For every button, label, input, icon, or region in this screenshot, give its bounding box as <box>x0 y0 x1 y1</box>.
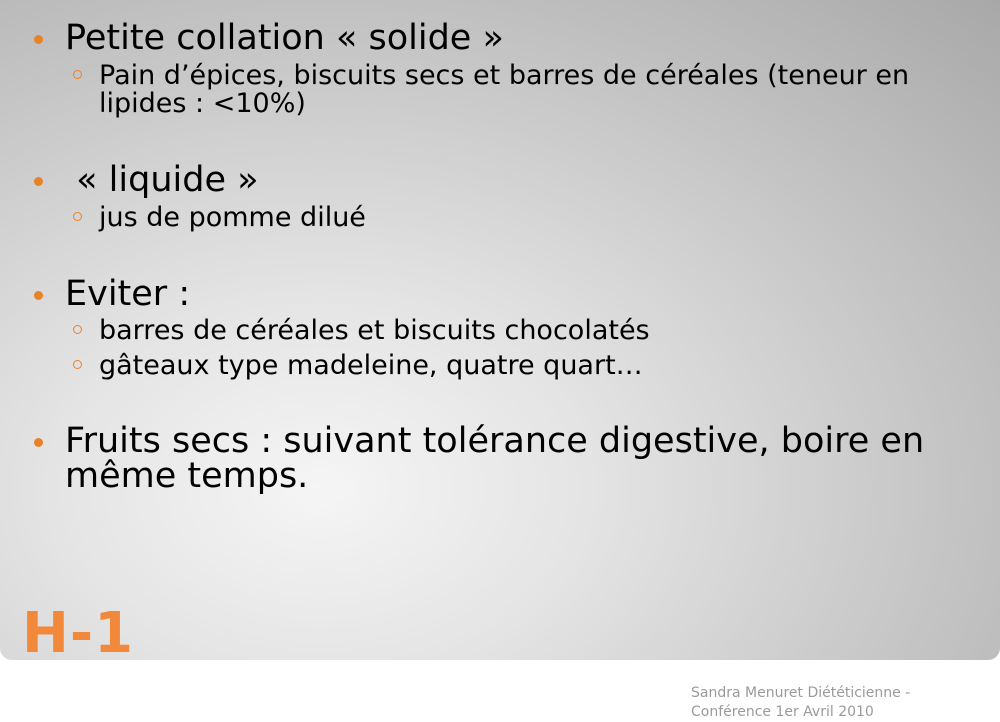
sub-bullet-ring-icon <box>73 360 82 369</box>
bullet-dot-icon <box>34 177 43 186</box>
bullet-item-1 <box>65 18 985 58</box>
sub-bullet-text-2-1: jus de pomme dilué <box>99 202 366 233</box>
sub-bullet-ring-icon <box>73 325 82 334</box>
bullet-item-2 <box>65 160 985 200</box>
bullet-text-4: Fruits secs : suivant tolérance digestive, boire en même temps. <box>65 421 925 496</box>
bullet-dot-icon <box>34 291 43 300</box>
sub-bullet-text-3-2: gâteaux type madeleine, quatre quart… <box>99 350 643 381</box>
sub-bullet-text-3-1: barres de céréales et biscuits chocolatés <box>99 315 650 346</box>
sub-bullet-item-2-1 <box>99 204 979 232</box>
bullet-text-2: « liquide » <box>65 160 259 200</box>
sub-bullet-item-1-1 <box>99 62 979 118</box>
sub-bullet-text-1-1: Pain d’épices, biscuits secs et barres de céréales (teneur en lipides : <10%) <box>99 60 910 119</box>
bullet-dot-icon <box>34 438 43 447</box>
footer-event: Conférence 1er Avril 2010 <box>691 704 874 720</box>
sub-bullet-item-3-1 <box>99 317 979 345</box>
bullet-dot-icon <box>34 35 43 44</box>
sub-bullet-ring-icon <box>73 70 82 79</box>
sub-bullet-ring-icon <box>73 212 82 221</box>
slide-footer <box>691 684 991 722</box>
footer-author: Sandra Menuret Diététicienne - <box>691 685 911 701</box>
bullet-text-3: Eviter : <box>65 274 191 314</box>
bullet-item-4 <box>65 421 985 496</box>
sub-bullet-item-3-2 <box>99 352 979 380</box>
bullet-text-1: Petite collation « solide » <box>65 18 504 58</box>
slide-big-label: H-1 <box>22 601 135 660</box>
bullet-item-3 <box>65 274 985 314</box>
